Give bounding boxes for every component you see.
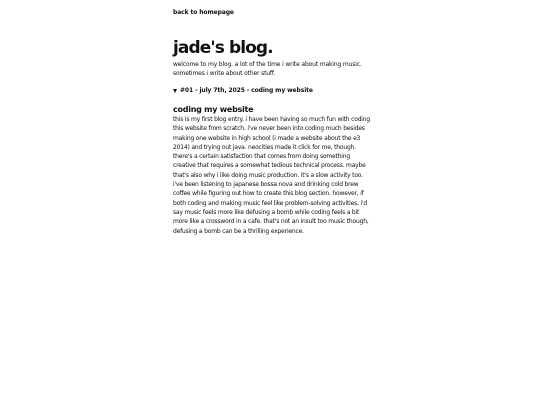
blog-entry xyxy=(173,86,373,236)
page-title: jade's blog. xyxy=(173,38,273,58)
entry-summary-toggle[interactable] xyxy=(173,86,373,95)
entry-title: coding my website xyxy=(173,105,254,114)
triangle-down-icon xyxy=(173,89,177,93)
back-to-homepage-link[interactable]: back to homepage xyxy=(173,9,234,16)
blog-intro: welcome to my blog. a lot of the time i write about making music. sometimes i write about other stuff. xyxy=(173,61,362,77)
entry-text: this is my first blog entry. i have been having so much fun with coding this website from scratch. i've never been into coding much besides making one website in high school (i made a website about the e3 2014) and trying out java. neocities made it click for me, though. there's a certain satisfaction that comes from doing something creative that requires a somewhat tedious technical process. maybe that's also why i like doing music production. it's a slow activity too. i've been listening to japanese bossa nova and drinking cold brew coffee while figuring out how to create this blog section. however, if both coding and making music feel like problem-solving activities, i'd say music feels more like defusing a bomb while coding feels a bit more like a crossword in a cafe. that's not an insult too music though, defusing a bomb can be a thrilling experience. xyxy=(173,116,370,235)
entry-body xyxy=(173,105,373,236)
blog-column xyxy=(173,9,373,236)
entry-summary-label: #01 - july 7th, 2025 - coding my website xyxy=(180,87,313,94)
